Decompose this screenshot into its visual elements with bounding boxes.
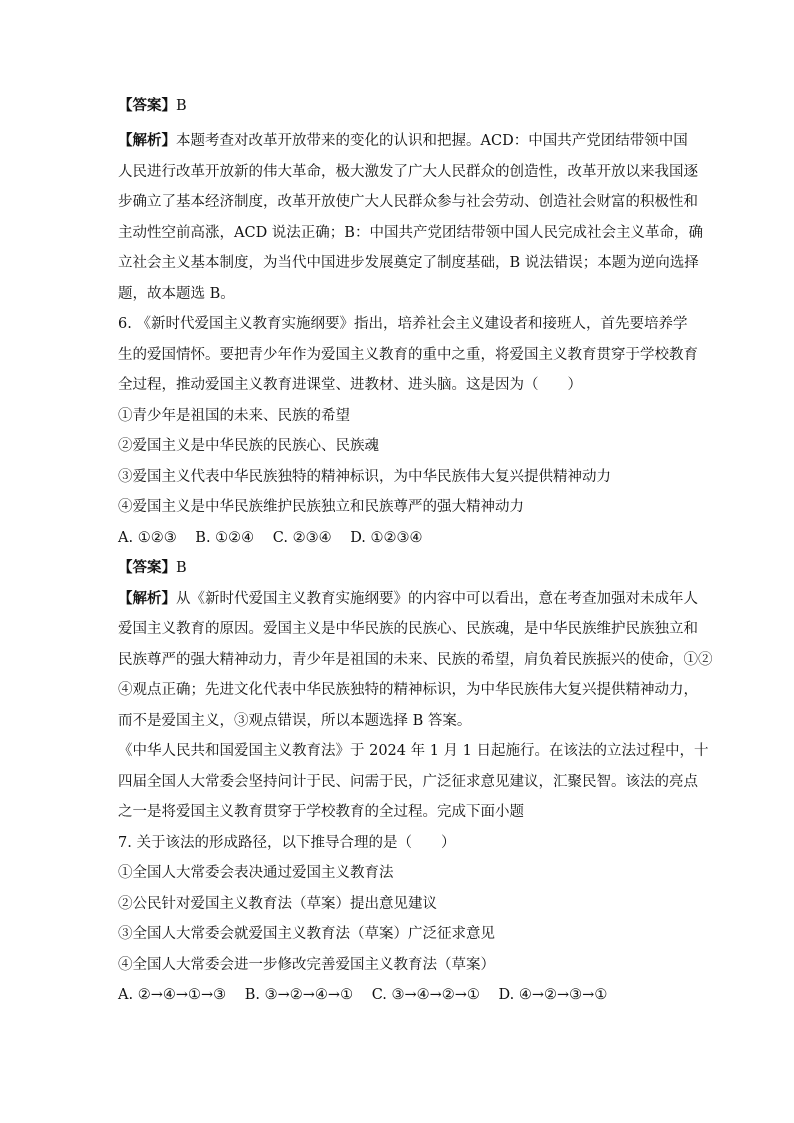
answer-tag: 【答案】 — [118, 97, 176, 114]
choice-a: A. ①②③ — [118, 529, 177, 546]
analysis-line: 而不是爱国主义，③观点错误，所以本题选择 B 答案。 — [118, 712, 472, 729]
analysis-line: 【解析】本题考查对改革开放带来的变化的认识和把握。ACD：中国共产党团结带领中国 — [118, 132, 688, 149]
analysis-line: ④观点正确；先进文化代表中华民族独特的精神标识，为中华民族伟大复兴提供精神动力， — [118, 682, 698, 698]
analysis-line: 【解析】从《新时代爱国主义教育实施纲要》的内容中可以看出，意在考查加强对未成年人 — [118, 589, 698, 607]
question-stem: 6. 《新时代爱国主义教育实施纲要》指出，培养社会主义建设者和接班人，首先要培养学 — [118, 316, 688, 332]
question-stem: 生的爱国情怀。要把青少年作为爱国主义教育的重中之重，将爱国主义教育贯穿于学校教育 — [118, 346, 698, 363]
material-block — [118, 736, 709, 828]
choice-c: C. ③→④→②→① — [371, 987, 480, 1003]
question-stem: 全过程，推动爱国主义教育进课堂、进教材、进头脑。这是因为（ ） — [118, 377, 582, 393]
question-7 — [118, 828, 684, 1011]
answer-tag: 【答案】 — [118, 559, 176, 576]
answer-choices — [118, 523, 684, 554]
answer-line — [118, 553, 684, 584]
analysis-block — [118, 126, 703, 309]
question-option: ②爱国主义是中华民族的民族心、民族魂 — [118, 438, 379, 454]
analysis-line: 主动性空前高涨，ACD 说法正确；B：中国共产党团结带领中国人民完成社会主义革命，确 — [118, 224, 703, 241]
question-option: ①青少年是祖国的未来、民族的希望 — [118, 407, 350, 424]
answer-choices — [118, 980, 684, 1011]
analysis-line: 人民进行改革开放新的伟大革命，极大激发了广大人民群众的创造性，改革开放以来我国逐 — [118, 163, 698, 180]
choice-d: D. ④→②→③→① — [498, 987, 608, 1003]
choice-b: B. ③→②→④→① — [244, 987, 354, 1003]
answer-value: B — [176, 560, 187, 576]
question-6 — [118, 309, 713, 736]
document-page — [118, 96, 713, 1011]
analysis-line: 爱国主义教育的原因。爱国主义是中华民族的民族心、民族魂，是中华民族维护民族独立和 — [118, 621, 698, 637]
choice-a: A. ②→④→①→③ — [118, 987, 227, 1003]
choice-c: C. ②③④ — [272, 529, 332, 546]
answer-value: B — [176, 98, 187, 114]
question-option: ③爱国主义代表中华民族独特的精神标识，为中华民族伟大复兴提供精神动力 — [118, 468, 611, 485]
analysis-line: 步确立了基本经济制度，改革开放使广大人民群众参与社会劳动、创造社会财富的积极性和 — [118, 194, 698, 210]
choice-d: D. ①②③④ — [350, 529, 423, 546]
question-stem: 7. 关于该法的形成路径，以下推导合理的是（ ） — [118, 834, 456, 851]
analysis-tag: 【解析】 — [118, 589, 176, 607]
analysis-line: 民族尊严的强大精神动力，青少年是祖国的未来、民族的希望，肩负着民族振兴的使命，①② — [118, 651, 713, 668]
material-line: 《中华人民共和国爱国主义教育法》于 2024 年 1 月 1 日起施行。在该法的立法过程中，十 — [118, 743, 709, 759]
question-option: ④爱国主义是中华民族维护民族独立和民族尊严的强大精神动力 — [118, 499, 524, 515]
choice-b: B. ①②④ — [195, 529, 255, 546]
analysis-line: 题，故本题选 B。 — [118, 285, 235, 302]
question-option: ③全国人大常委会就爱国主义教育法（草案）广泛征求意见 — [118, 926, 495, 942]
answer-line — [118, 96, 684, 116]
question-option: ②公民针对爱国主义教育法（草案）提出意见建议 — [118, 895, 437, 912]
question-option: ①全国人大常委会表决通过爱国主义教育法 — [118, 865, 394, 881]
material-line: 之一是将爱国主义教育贯穿于学校教育的全过程。完成下面小题 — [118, 804, 524, 820]
analysis-line: 立社会主义基本制度，为当代中国进步发展奠定了制度基础，B 说法错误；本题为逆向选择 — [118, 255, 699, 271]
material-line: 四届全国人大常委会坚持问计于民、问需于民，广泛征求意见建议，汇聚民智。该法的亮点 — [118, 773, 698, 790]
question-option: ④全国人大常委会进一步修改完善爱国主义教育法（草案） — [118, 956, 495, 973]
analysis-tag: 【解析】 — [118, 132, 176, 149]
